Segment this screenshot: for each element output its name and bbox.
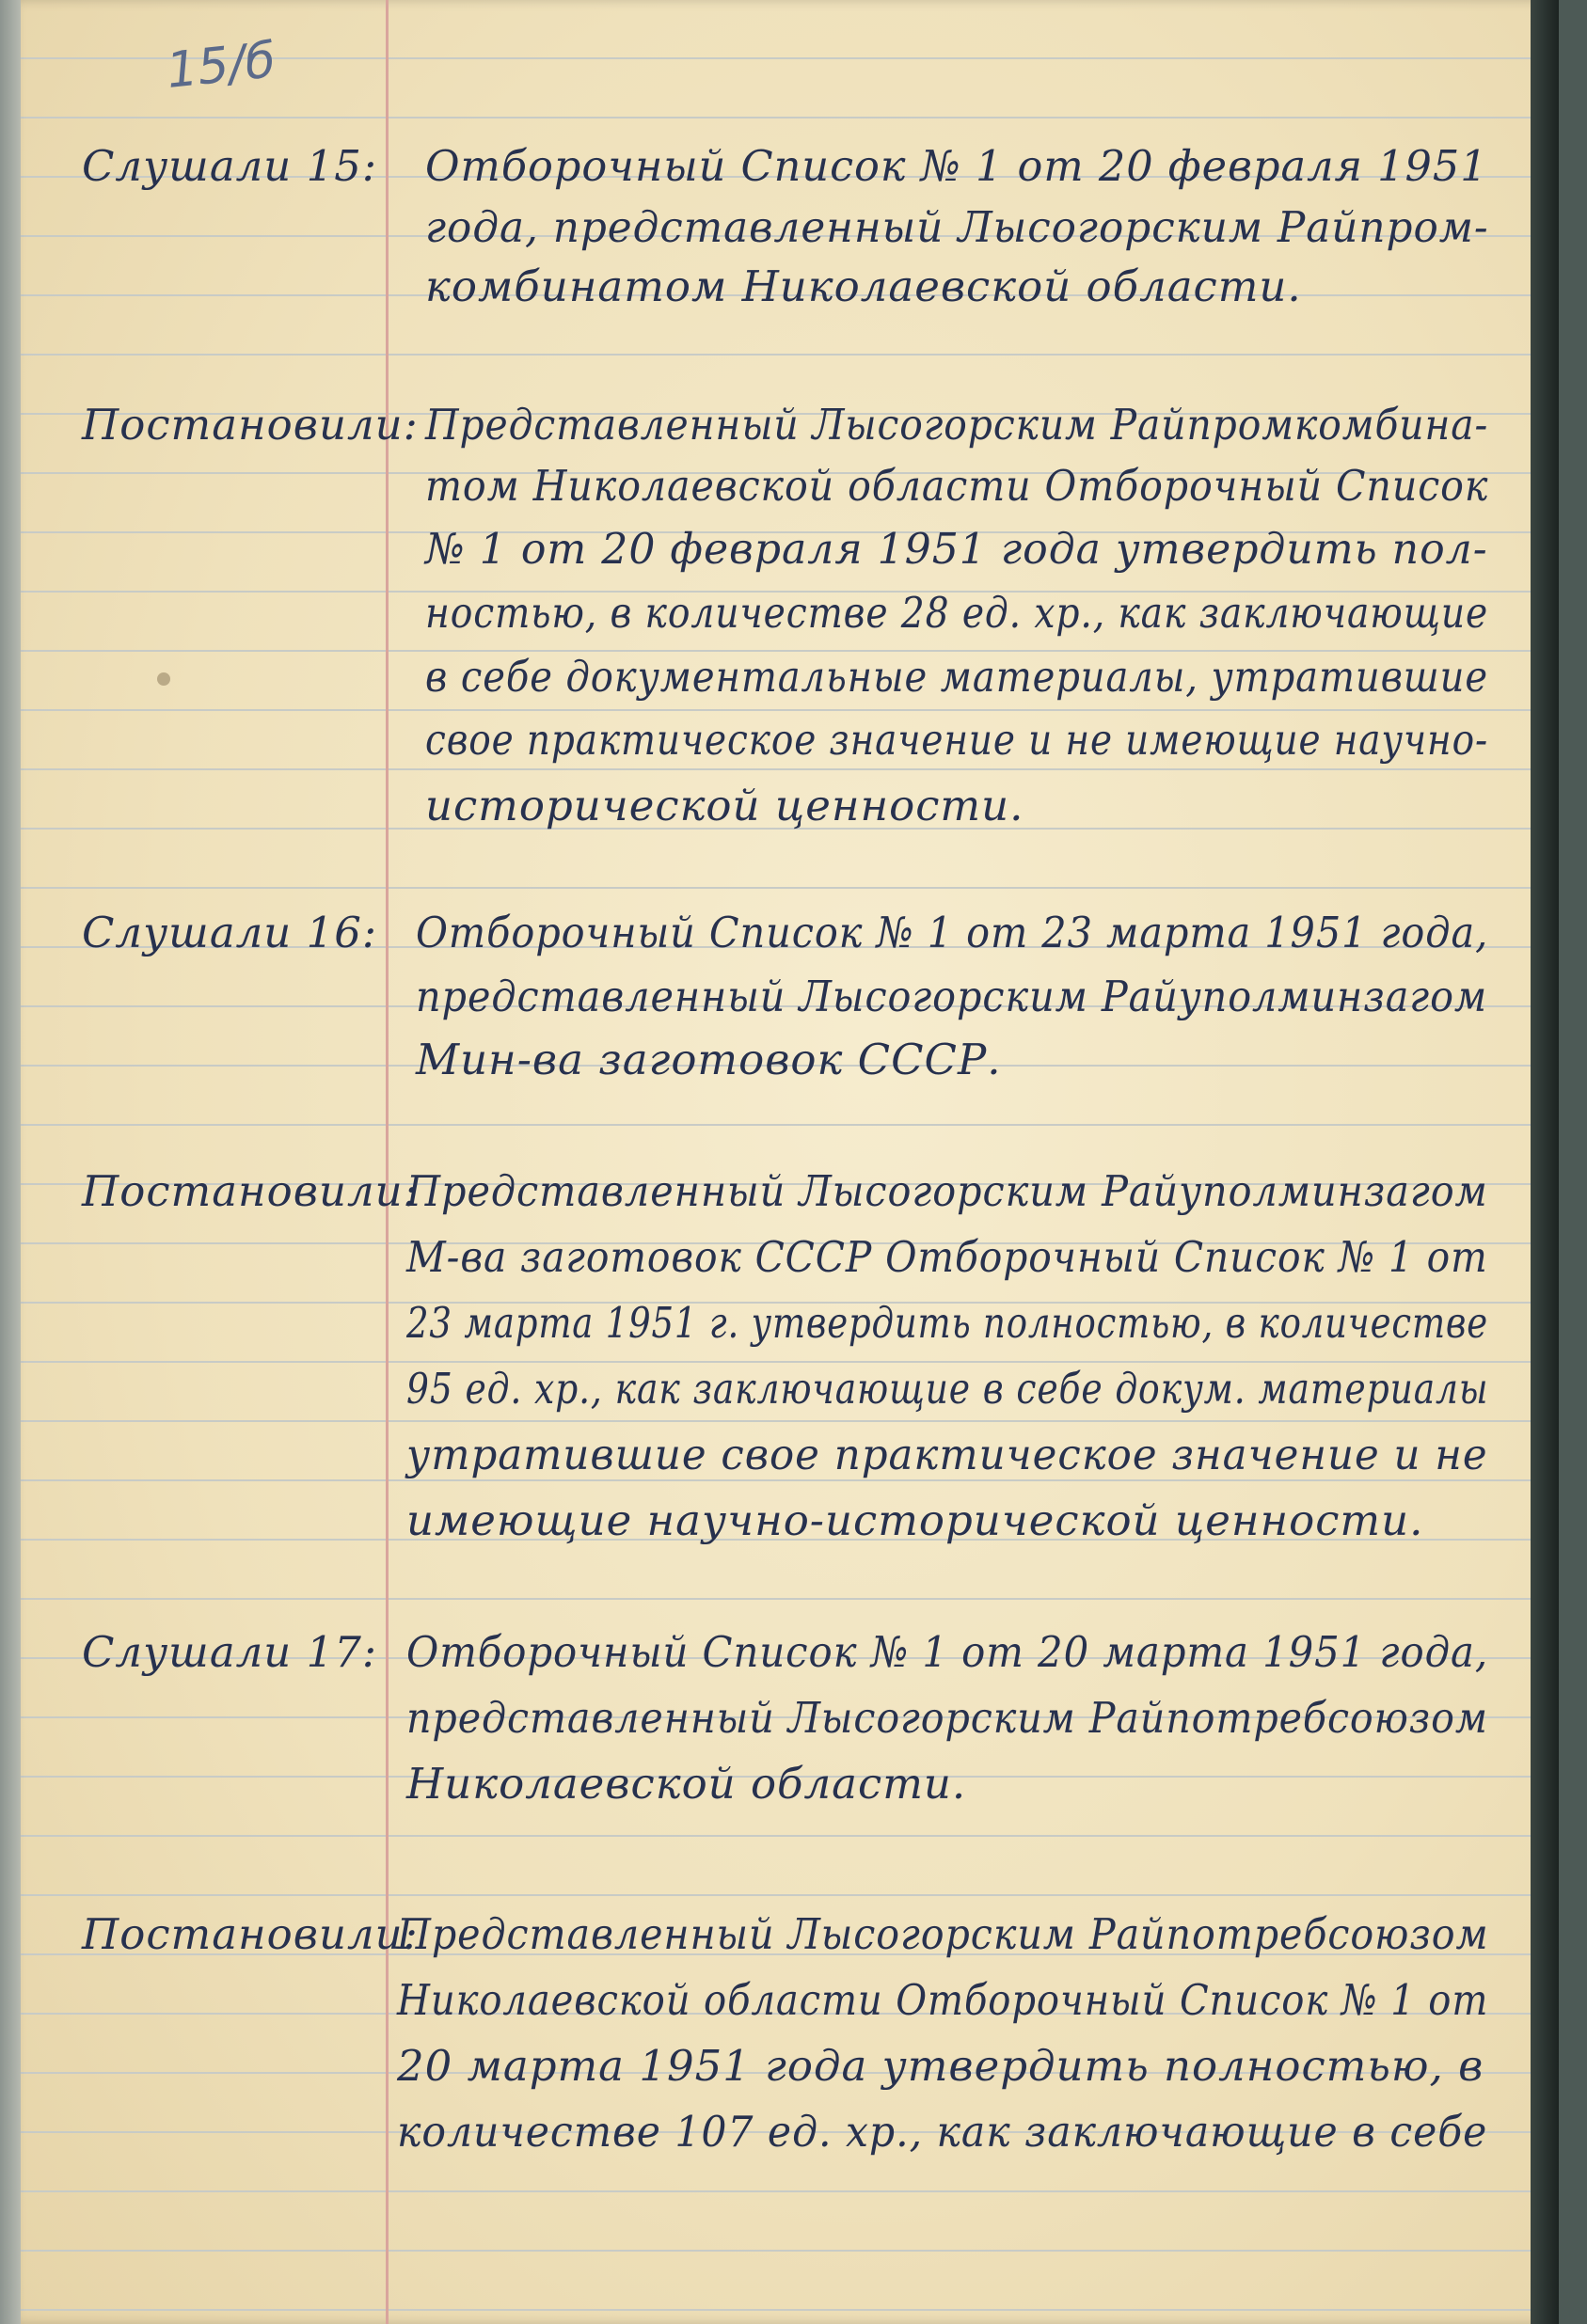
entry-text-line: Мин-ва заготовок СССР.	[416, 1035, 1002, 1084]
entry-label: Постановили:	[82, 400, 419, 450]
entry-label: Слушали 17:	[82, 1627, 378, 1677]
entry-text-line: том Николаевской области Отборочный Список	[425, 461, 1489, 511]
page-edge-shadow	[1531, 0, 1559, 2324]
entry-text-line: Отборочный Список № 1 от 20 марта 1951 года,	[406, 1627, 1489, 1677]
entry-text-line: 23 марта 1951 г. утвердить полностью, в количестве	[406, 1298, 1489, 1348]
entry-text-line: утратившие свое практическое значение и не	[406, 1430, 1488, 1479]
entry-text-line: М-ва заготовок СССР Отборочный Список № 1 от	[406, 1232, 1488, 1282]
entry-text-line: имеющие научно-исторической ценности.	[406, 1495, 1424, 1545]
entry-text-line: Николаевской области Отборочный Список № 1 от	[397, 1975, 1489, 2025]
entry-text-line: представленный Лысогорским Райуполминзагом	[416, 972, 1488, 1021]
entry-text-line: представленный Лысогорским Райпотребсоюзом	[406, 1693, 1488, 1743]
margin-rule	[386, 0, 389, 2324]
entry-text-line: Отборочный Список № 1 от 23 марта 1951 года,	[416, 908, 1489, 957]
entry-text-line: № 1 от 20 февраля 1951 года утвердить пол-	[425, 524, 1488, 574]
entry-text-line: 20 марта 1951 года утвердить полностью, в	[397, 2041, 1484, 2091]
entry-text-line: 95 ед. хр., как заключающие в себе докум. материалы	[406, 1364, 1489, 1414]
entry-text-line: в себе документальные материалы, утратившие	[425, 652, 1489, 702]
binding-strip	[0, 0, 21, 2324]
notebook-page	[21, 0, 1559, 2324]
entry-label: Слушали 16:	[82, 908, 378, 957]
page-number: 15/б	[164, 32, 278, 100]
entry-text-line: Николаевской области.	[406, 1759, 967, 1809]
entry-label: Постановили:	[82, 1166, 419, 1216]
entry-text-line: Представленный Лысогорским Райпромкомбина-	[425, 400, 1489, 450]
entry-text-line: свое практическое значение и не имеющие научно-	[425, 715, 1489, 765]
entry-text-line: ностью, в количестве 28 ед. хр., как заключающие	[425, 588, 1489, 638]
entry-label: Слушали 15:	[82, 141, 378, 191]
entry-text-line: Отборочный Список № 1 от 20 февраля 1951	[425, 141, 1488, 191]
ink-stain	[157, 672, 170, 686]
entry-text-line: количестве 107 ед. хр., как заключающие в себе	[397, 2107, 1488, 2157]
entry-text-line: исторической ценности.	[425, 781, 1024, 830]
entry-text-line: года, представленный Лысогорским Райпром-	[425, 202, 1489, 252]
entry-text-line: комбинатом Николаевской области.	[425, 261, 1302, 311]
entry-label: Постановили:	[82, 1909, 419, 1959]
entry-text-line: Представленный Лысогорским Райпотребсоюзом	[397, 1909, 1489, 1959]
entry-text-line: Представленный Лысогорским Райуполминзагом	[406, 1166, 1488, 1216]
